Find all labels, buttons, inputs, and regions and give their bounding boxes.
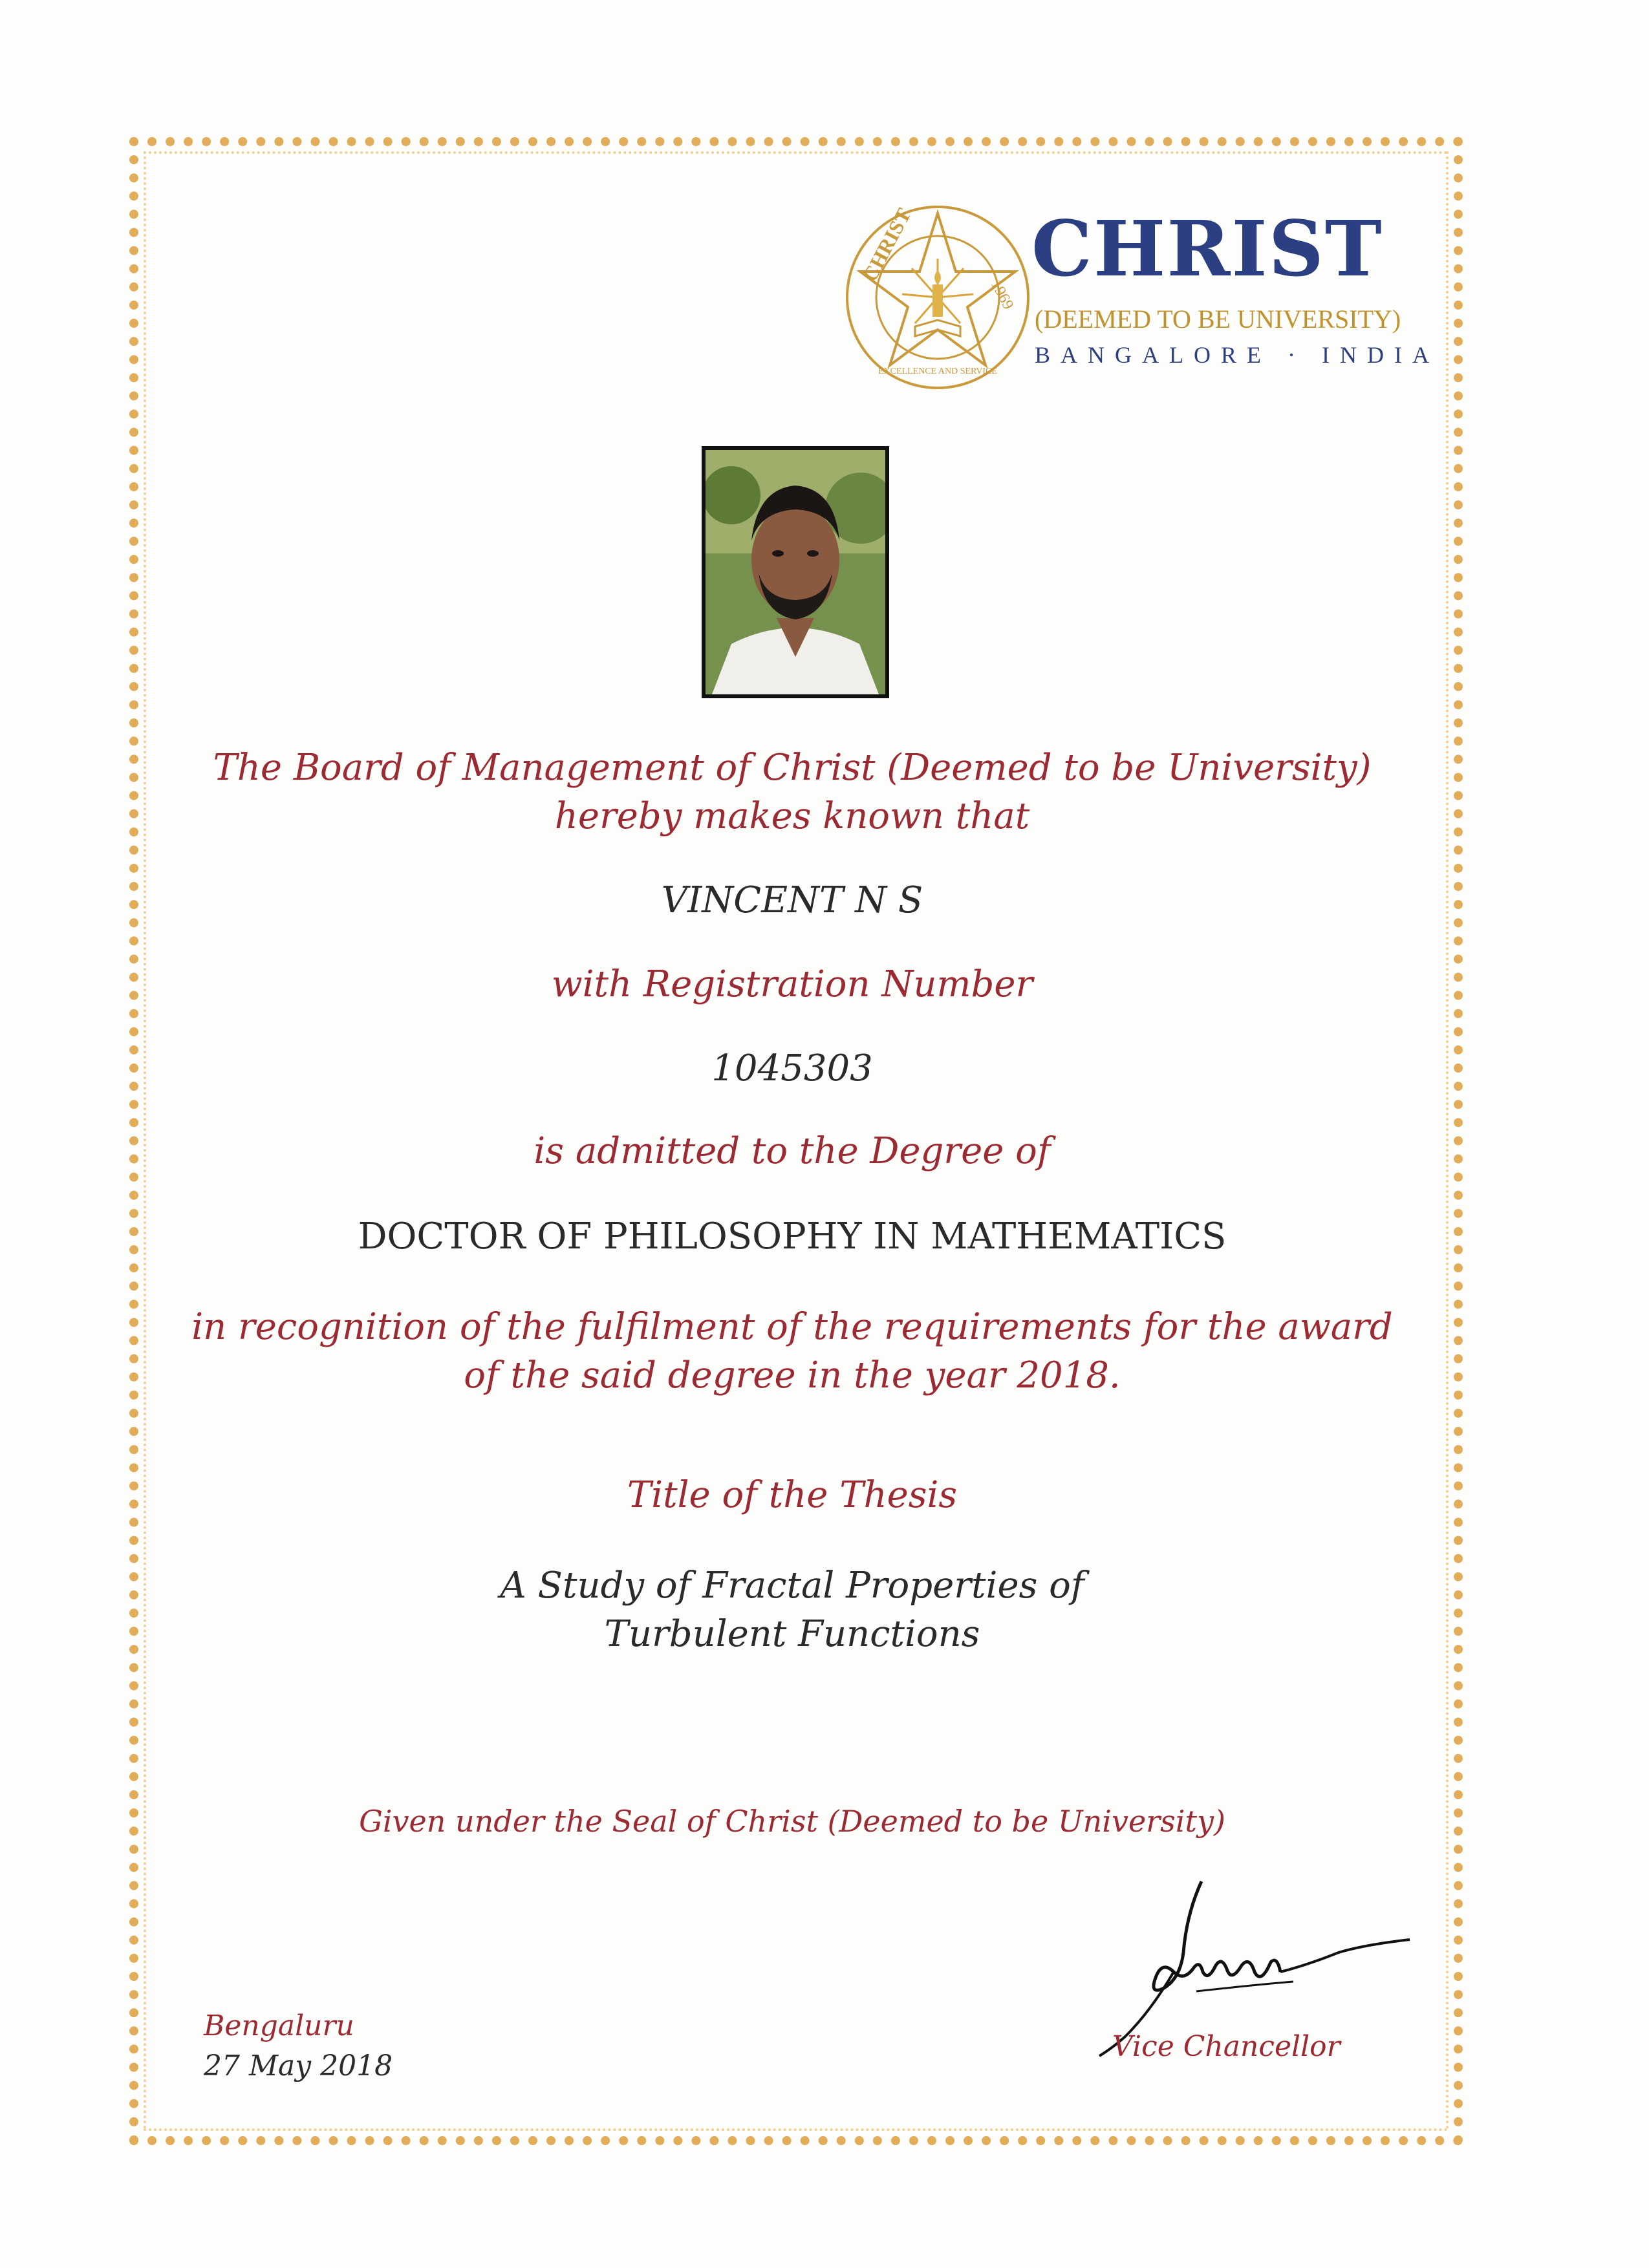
intro-line-1: The Board of Management of Christ (Deemed to be University) [213,747,1372,789]
seal-statement: Given under the Seal of Christ (Deemed to be University) [359,1804,1225,1839]
intro-line-2: hereby makes known that [554,795,1030,837]
seal-year: 1969 [987,277,1017,313]
university-logo [841,200,1439,394]
university-seal [841,200,1035,394]
seal-bottom-text: EXCELLENCE AND SERVICE [878,367,997,376]
issue-place: Bengaluru [204,2009,354,2042]
recipient-name: VINCENT N S [661,879,923,921]
university-name: CHRIST [1031,204,1383,294]
issue-date: 27 May 2018 [204,2049,393,2082]
thesis-title-line-2: Turbulent Functions [604,1613,980,1655]
recognition-line-2: of the said degree in the year 2018. [464,1354,1121,1396]
registration-number: 1045303 [711,1047,873,1089]
recognition-line-1: in recognition of the fulfilment of the requirements for the award [191,1306,1393,1348]
degree-name: DOCTOR OF PHILOSOPHY IN MATHEMATICS [358,1215,1227,1257]
recipient-photo [702,446,889,698]
thesis-title-line-1: A Study of Fractal Properties of [500,1565,1084,1607]
seal-top-text: CHRIST [857,204,916,286]
signatory-title: Vice Chancellor [1112,2030,1341,2063]
registration-label: with Registration Number [551,963,1033,1005]
thesis-label: Title of the Thesis [627,1474,958,1516]
university-subtitle: (DEEMED TO BE UNIVERSITY) [1035,305,1401,334]
university-location: BANGALORE · INDIA [1035,342,1439,368]
degree-label: is admitted to the Degree of [534,1130,1051,1172]
